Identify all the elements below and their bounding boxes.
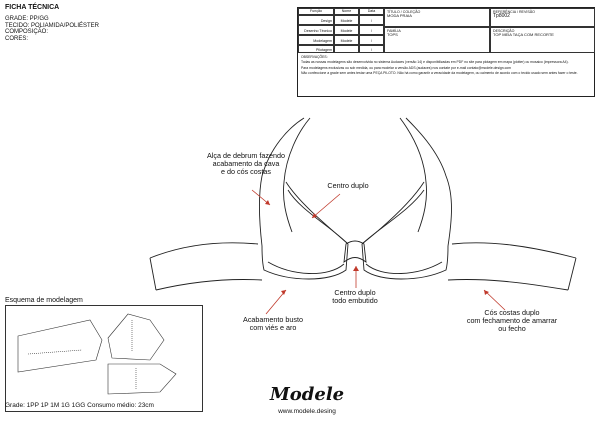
left-band-bottom [156, 279, 262, 290]
descricao-value: TOP MEIA TAÇA COM RECORTE [493, 32, 554, 37]
annotation-alca: Alça de debrum fazendo acabamento da cava e do cós costas [207, 151, 285, 176]
right-cup-wire [366, 262, 442, 274]
descricao-label: DESCRIÇÃO [493, 29, 515, 33]
row-nome: Modele [334, 15, 359, 25]
row-funcao: Pilotagem [298, 45, 334, 53]
header-line-cores: CORES: [5, 35, 29, 42]
esquema-box [5, 305, 203, 412]
page-title: FICHA TÉCNICA [5, 4, 60, 11]
annotation-acabamento: Acabamento busto com viés e aro [243, 315, 303, 332]
row-data: / [359, 25, 384, 35]
row-data: / [359, 45, 384, 53]
titulo-colecao-value: MODA PRAIA [387, 13, 412, 18]
annotation-centro-embutido: Centro duplo todo embutido [332, 288, 378, 305]
annotation-centro: Centro duplo [327, 181, 369, 190]
esquema-title: Esquema de modelagem [5, 297, 83, 304]
col-header-nome: Nome [334, 8, 359, 15]
header-line-grade: GRADE: PP/GG [5, 16, 49, 22]
right-strap-inner [400, 118, 427, 232]
col-header-funcao: Função [298, 8, 334, 15]
row-funcao: Desenho Técnico [298, 25, 334, 35]
row-data: / [359, 35, 384, 45]
col-header-data: Data [359, 8, 384, 15]
brand-url: www.modele.desing [278, 408, 336, 415]
right-band-top [452, 243, 576, 258]
referencia-label: REFERÊNCIA / REVISÃO [493, 10, 535, 14]
left-cup-wire [268, 262, 344, 274]
referencia-value: Tp8002 [493, 13, 510, 19]
left-band-top [150, 243, 258, 258]
header-line-tecido: TECIDO: POLIAMIDA/POLIÉSTER [5, 22, 100, 29]
row-data: / [359, 15, 384, 25]
observacoes-paragraph: Não confeccione a grade sem antes testar uma PEÇA PILOTO. Não há como garantir a veracidade da modelagem, ou caimento de acordo com o tecido usado sem antes fazer o teste. [301, 71, 578, 76]
right-cup-outline [362, 244, 448, 279]
row-funcao: Design [298, 15, 334, 25]
brand-logo: Modele [269, 384, 345, 405]
annotation-cos: Cós costas duplo com fechamento de amarrar ou fecho [466, 308, 558, 333]
row-nome: Modele [334, 25, 359, 35]
arrow-centro [312, 194, 340, 218]
left-cup-outline [262, 244, 348, 279]
row-funcao: Modelagem [298, 35, 334, 45]
esquema-footer: Grade: 1PP 1P 1M 1G 1GG Consumo médio: 23cm [5, 402, 154, 409]
observacoes-paragraph: Todas as nossas modelagens são desenvolvida no sistema Audaces (versão 14) e disponibilizadas em PDF no site para plotagem em mapa (plotter) ou mosaico (impressora A4). [301, 60, 569, 65]
familia-label: FAMÍLIA [387, 29, 401, 33]
observacoes-paragraph: Para modelagens exclusivas ou sob medida, ou para modelar a versão ADS (audaces) nos contate por e-mail contato@modele.design.com [301, 65, 512, 70]
titulo-colecao-label: TÍTULO / COLEÇÃO [387, 10, 421, 14]
observacoes-label: OBSERVAÇÕES: [301, 55, 328, 59]
header-line-composicao: COMPOSIÇÃO: [5, 29, 49, 36]
row-nome: Modele [334, 35, 359, 45]
familia-value: TOPS [387, 32, 398, 37]
right-band-bottom [448, 279, 568, 290]
